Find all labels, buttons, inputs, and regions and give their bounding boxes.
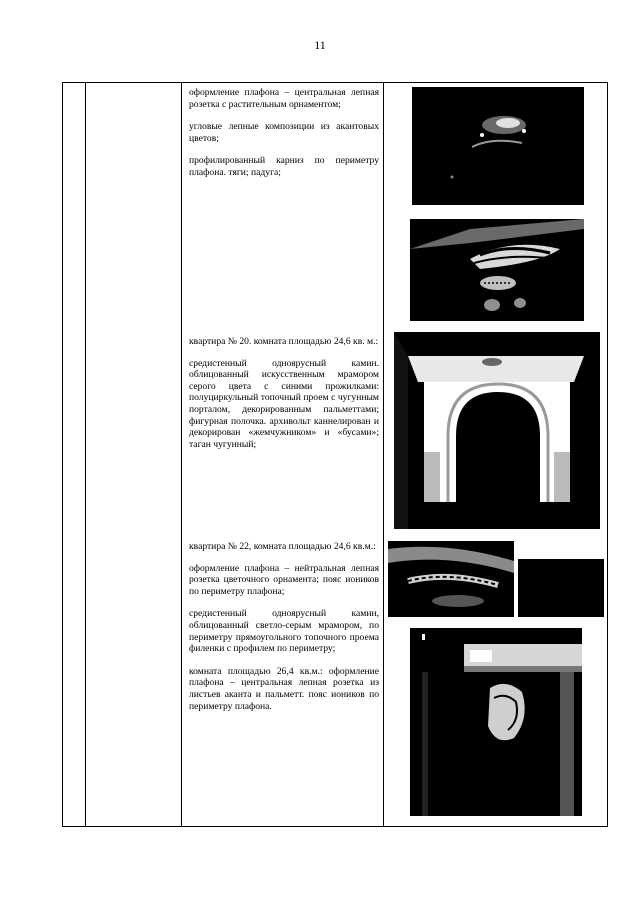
fireplace-arch-photo xyxy=(394,332,600,529)
row-1-text xyxy=(189,87,379,190)
document-table xyxy=(62,82,608,827)
paragraph: оформление плафона – нейтральная лепная розетка цветочного орнамента; пояс иоников по периметру плафона; xyxy=(189,562,379,597)
column-divider xyxy=(85,83,86,826)
paragraph: комната площадью 26,4 кв.м.: оформление плафона – центральная лепная розетка из листьев аканта и пальметт. пояс иоников по периметру плафона. xyxy=(189,665,379,712)
paragraph: угловые лепные композиции из акантовых цветов; xyxy=(189,121,379,144)
row-2-text xyxy=(189,336,379,461)
row-heading: квартира № 20. комната площадью 24,6 кв. м.: xyxy=(189,336,379,347)
ceiling-ionic-belt-photo xyxy=(388,541,514,617)
row-3-text xyxy=(189,541,379,723)
paragraph: оформление плафона – центральная лепная розетка с растительным орнаментом; xyxy=(189,87,379,110)
column-divider xyxy=(383,83,384,826)
column-divider xyxy=(181,83,182,826)
row-heading: квартира № 22, комната площадью 24,6 кв.м.: xyxy=(189,541,376,552)
cornice-molding-photo xyxy=(410,219,584,321)
paragraph: профилированный карниз по периметру плафона. тяги; падуга; xyxy=(189,155,379,178)
ceiling-rosette-photo xyxy=(412,87,584,205)
dark-photo xyxy=(518,559,604,617)
marble-fireplace-photo xyxy=(410,628,582,816)
paragraph: средистенный одноярусный камин, облицованный светло-серым мрамором, по периметру прямоугольного топочного проема филенки с профилем по периметру; xyxy=(189,608,379,655)
paragraph: средистенный одноярусный камин. облицованный искусственным мрамором серого цвета с синими прожилками: полуциркульный топочный проем с чугунным порталом, декорированным пальметтами; фигурная полочка. архивольт каннелирован и декорирован «жемчужником» и «бусами»; таган чугунный; xyxy=(189,357,379,450)
page-number: 11 xyxy=(314,38,326,52)
